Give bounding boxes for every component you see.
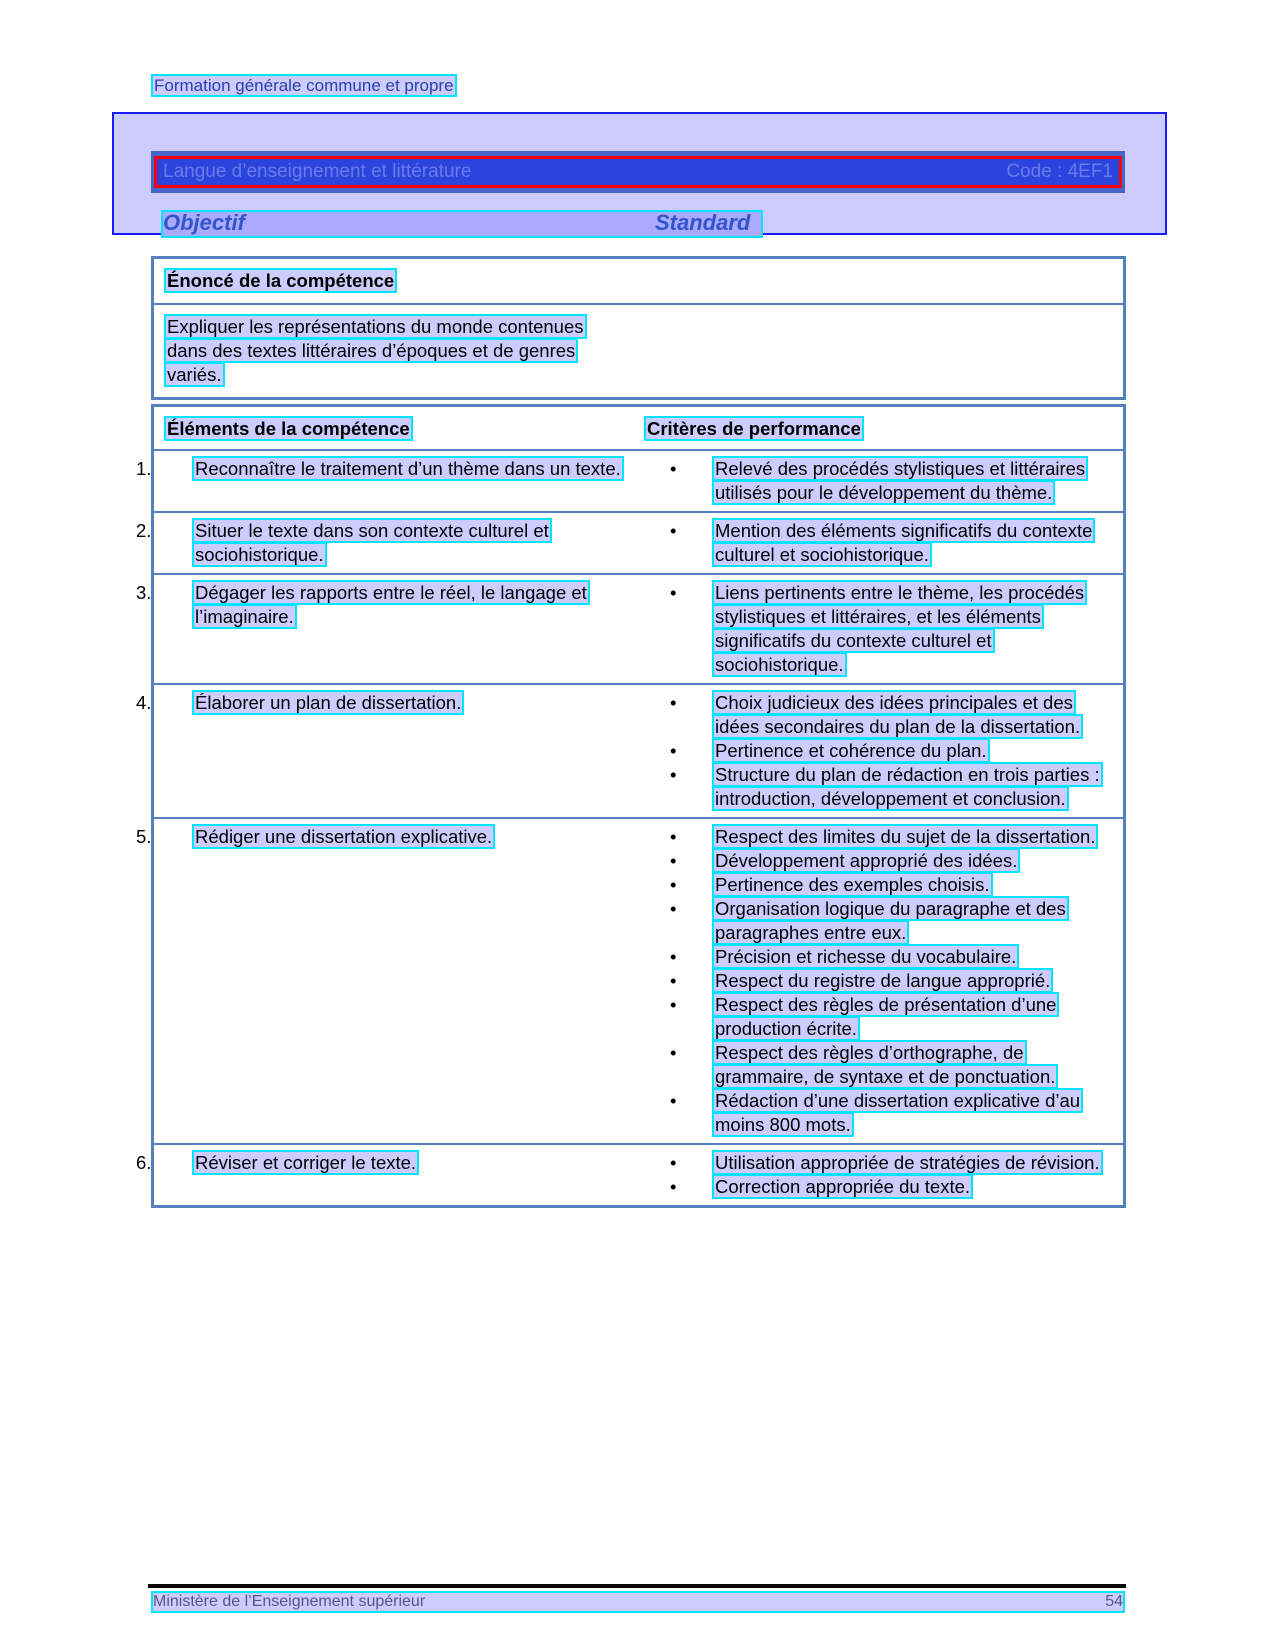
bullet-icon: • — [670, 970, 677, 991]
criteria-list — [670, 457, 1113, 505]
criterion-text: Respect des règles d’orthographe, de grammaire, de syntaxe et de ponctuation. — [712, 1040, 1058, 1089]
criterion-item — [670, 581, 1113, 677]
element-number: 6. — [136, 1152, 152, 1173]
element-number: 2. — [136, 520, 152, 541]
bullet-icon: • — [670, 520, 677, 541]
criterion-item — [670, 519, 1113, 567]
table-row — [153, 684, 1125, 818]
course-title: Langue d’enseignement et littérature — [163, 161, 472, 182]
criterion-item — [670, 457, 1113, 505]
section-header — [151, 76, 457, 96]
competence-table — [136, 404, 1126, 1208]
bullet-icon: • — [670, 826, 677, 847]
criterion-text: Rédaction d’une dissertation explicative d’au moins 800 mots. — [712, 1088, 1083, 1137]
table-row — [153, 512, 1125, 574]
criterion-item — [670, 691, 1113, 739]
bullet-icon: • — [670, 1090, 677, 1111]
criterion-item — [670, 1089, 1113, 1137]
criteria-list — [670, 825, 1113, 1137]
bullet-icon: • — [670, 850, 677, 871]
criterion-item — [670, 849, 1113, 873]
criterion-text: Précision et richesse du vocabulaire. — [712, 944, 1019, 969]
element-cell — [136, 512, 635, 574]
criteria-list — [670, 581, 1113, 677]
footer-org: Ministère de l’Enseignement supérieur — [153, 1593, 426, 1610]
criterion-text: Structure du plan de rédaction en trois parties : introduction, développement et conclusion. — [712, 762, 1103, 811]
course-title-inner — [154, 156, 1122, 188]
page-number: 54 — [1105, 1593, 1123, 1610]
criterion-item — [670, 993, 1113, 1041]
criterion-text: Mention des éléments significatifs du contexte culturel et sociohistorique. — [712, 518, 1095, 567]
bullet-icon: • — [670, 946, 677, 967]
criterion-item — [670, 739, 1113, 763]
objectif-label: Objectif — [163, 210, 245, 235]
criteria-cell — [634, 818, 1125, 1144]
criterion-text: Organisation logique du paragraphe et des paragraphes entre eux. — [712, 896, 1069, 945]
table-row — [153, 818, 1125, 1144]
element-number: 4. — [136, 692, 152, 713]
bullet-icon: • — [670, 458, 677, 479]
bullet-icon: • — [670, 740, 677, 761]
element-text: Réviser et corriger le texte. — [192, 1150, 419, 1175]
element-cell — [136, 450, 635, 512]
element-text: Rédiger une dissertation explicative. — [192, 824, 495, 849]
bullet-icon: • — [670, 582, 677, 603]
criteria-list — [670, 519, 1113, 567]
enonce-table — [151, 256, 1126, 400]
criteria-cell — [634, 1144, 1125, 1207]
criterion-text: Choix judicieux des idées principales et des idées secondaires du plan de la dissertation. — [712, 690, 1083, 739]
objective-standard-row — [161, 210, 763, 238]
criterion-item — [670, 1175, 1113, 1199]
criterion-text: Pertinence des exemples choisis. — [712, 872, 993, 897]
enonce-text: Expliquer les représentations du monde contenues dans des textes littéraires d’époques et de genres variés. — [164, 314, 587, 387]
criteria-list — [670, 1151, 1113, 1199]
criterion-text: Pertinence et cohérence du plan. — [712, 738, 990, 763]
criterion-text: Relevé des procédés stylistiques et littéraires utilisés pour le développement du thème. — [712, 456, 1088, 505]
bullet-icon: • — [670, 692, 677, 713]
criteria-list — [670, 691, 1113, 811]
criterion-text: Respect des limites du sujet de la dissertation. — [712, 824, 1098, 849]
criterion-text: Développement approprié des idées. — [712, 848, 1020, 873]
criterion-item — [670, 897, 1113, 945]
bullet-icon: • — [670, 764, 677, 785]
col-criteria-header: Critères de performance — [644, 416, 864, 441]
element-number: 5. — [136, 826, 152, 847]
element-text: Élaborer un plan de dissertation. — [192, 690, 464, 715]
element-cell — [136, 574, 635, 684]
element-text: Dégager les rapports entre le réel, le langage et l’imaginaire. — [192, 580, 590, 629]
criteria-cell — [634, 574, 1125, 684]
bullet-icon: • — [670, 874, 677, 895]
table-row — [153, 574, 1125, 684]
criteria-cell — [634, 684, 1125, 818]
criterion-item — [670, 1151, 1113, 1175]
criterion-text: Correction appropriée du texte. — [712, 1174, 973, 1199]
bullet-icon: • — [670, 1176, 677, 1197]
table-row — [153, 1144, 1125, 1207]
standard-label: Standard — [655, 210, 751, 235]
element-text: Situer le texte dans son contexte culturel et sociohistorique. — [192, 518, 552, 567]
element-text: Reconnaître le traitement d’un thème dans un texte. — [192, 456, 624, 481]
bullet-icon: • — [670, 994, 677, 1015]
element-number: 3. — [136, 582, 152, 603]
bullet-icon: • — [670, 1042, 677, 1063]
bullet-icon: • — [670, 898, 677, 919]
criterion-text: Utilisation appropriée de stratégies de révision. — [712, 1150, 1103, 1175]
course-code: Code : 4EF1 — [1006, 161, 1113, 182]
footer — [151, 1591, 1125, 1613]
course-title-bar — [151, 151, 1125, 193]
criterion-item — [670, 1041, 1113, 1089]
element-number: 1. — [136, 458, 152, 479]
footer-divider — [148, 1584, 1126, 1588]
criterion-text: Liens pertinents entre le thème, les procédés stylistiques et littéraires, et les éléments significatifs du contexte culturel et sociohistorique. — [712, 580, 1087, 677]
section-header-text: Formation générale commune et propre — [151, 74, 457, 97]
criteria-cell — [634, 512, 1125, 574]
table-row — [153, 450, 1125, 512]
element-cell — [136, 1144, 635, 1207]
criterion-text: Respect des règles de présentation d’une production écrite. — [712, 992, 1059, 1041]
element-cell — [136, 684, 635, 818]
enonce-title: Énoncé de la compétence — [164, 268, 397, 293]
criterion-item — [670, 825, 1113, 849]
criterion-text: Respect du registre de langue approprié. — [712, 968, 1053, 993]
col-elements-header: Éléments de la compétence — [164, 416, 413, 441]
criterion-item — [670, 763, 1113, 811]
criterion-item — [670, 945, 1113, 969]
bullet-icon: • — [670, 1152, 677, 1173]
criteria-cell — [634, 450, 1125, 512]
criterion-item — [670, 969, 1113, 993]
criterion-item — [670, 873, 1113, 897]
element-cell — [136, 818, 635, 1144]
